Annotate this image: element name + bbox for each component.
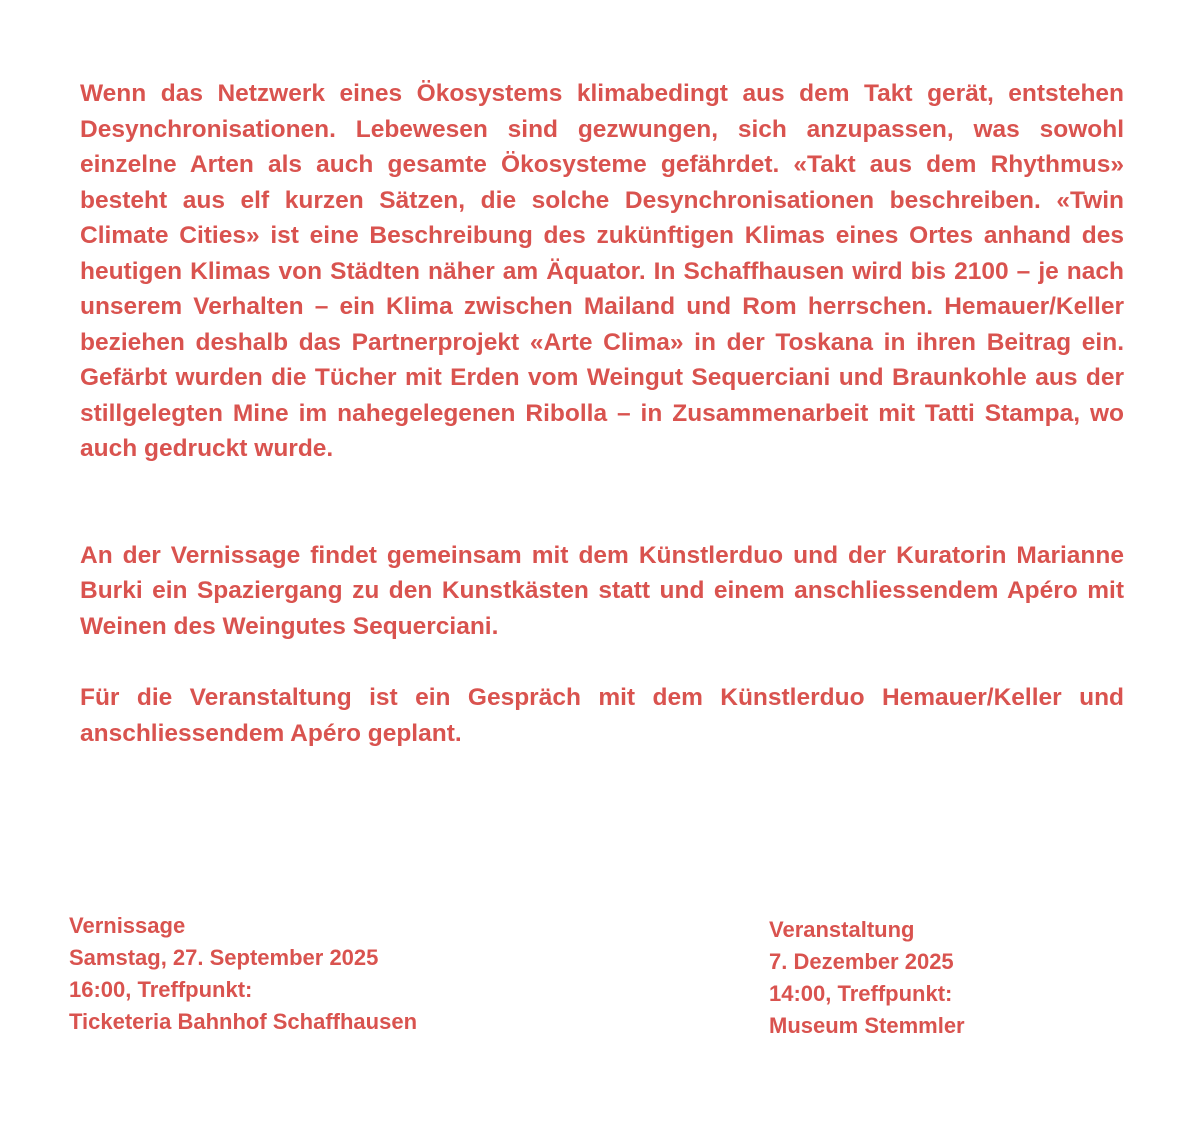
vernissage-date: Samstag, 27. September 2025 xyxy=(69,945,379,970)
veranstaltung-info xyxy=(769,914,965,1042)
vernissage-info xyxy=(69,910,417,1038)
veranstaltung-location: Museum Stemmler xyxy=(769,1013,965,1038)
main-text xyxy=(80,76,1124,751)
vernissage-paragraph: An der Vernissage findet gemeinsam mit dem Künstlerduo und der Kuratorin Marianne Burki ein Spaziergang zu den Kunstkästen statt und einem anschliessendem Apéro mit Weinen des Weingutes Sequerciani. xyxy=(80,541,1124,640)
veranstaltung-date: 7. Dezember 2025 xyxy=(769,949,954,974)
vernissage-location: Ticketeria Bahnhof Schaffhausen xyxy=(69,1009,418,1034)
vernissage-time: 16:00, Treffpunkt: xyxy=(69,977,253,1002)
vernissage-title: Vernissage xyxy=(69,913,186,938)
veranstaltung-paragraph: Für die Veranstaltung ist ein Gespräch mit dem Künstlerduo Hemauer/Keller und anschliessendem Apéro geplant. xyxy=(80,684,1124,747)
veranstaltung-time: 14:00, Treffpunkt: xyxy=(769,981,953,1006)
veranstaltung-title: Veranstaltung xyxy=(769,917,915,942)
intro-paragraph: Wenn das Netzwerk eines Ökosystems klimabedingt aus dem Takt gerät, entstehen Desynchronisationen. Lebewesen sind gezwungen, sich anzupassen, was sowohl einzelne Arten als auch gesamte Ökosysteme gefährdet. «Takt aus dem Rhythmus» besteht aus elf kurzen Sätzen, die solche Desynchronisationen beschreiben. «Twin Climate Cities» ist eine Beschreibung des zukünftigen Klimas eines Ortes anhand des heutigen Klimas von Städten näher am Äquator. In Schaffhausen wird bis 2100 – je nach unserem Verhalten – ein Klima zwischen Mailand und Rom herrschen. Hemauer/Keller beziehen deshalb das Partnerprojekt «Arte Clima» in der Toskana in ihren Beitrag ein. Gefärbt wurden die Tücher mit Erden vom Weingut Sequerciani und Braunkohle aus der stillgelegten Mine im nahegelegenen Ribolla – in Zusammenarbeit mit Tatti Stampa, wo auch gedruckt wurde. xyxy=(80,80,1124,462)
